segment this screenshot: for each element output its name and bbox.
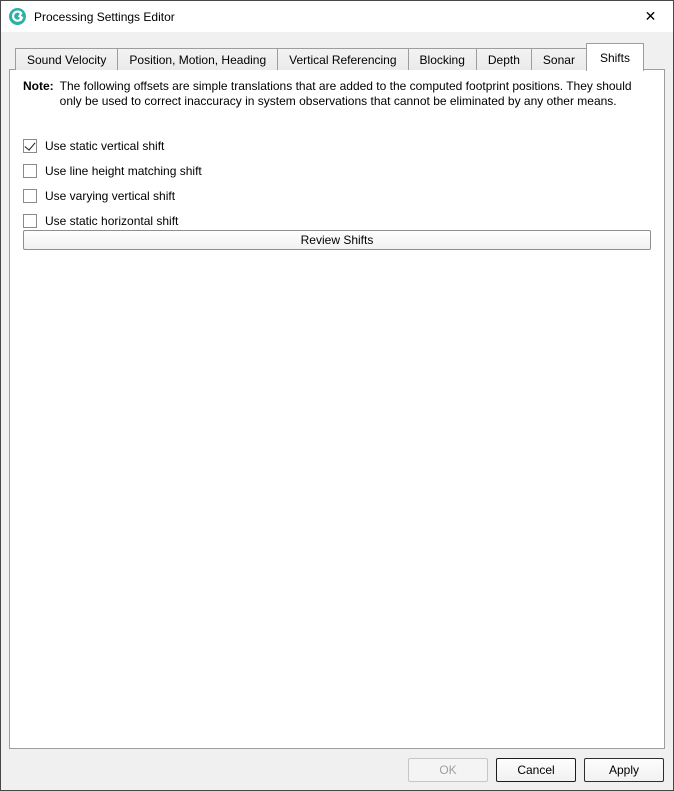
note-text: The following offsets are simple translations that are added to the computed footprint positions. They should only be used to correct inaccuracy in system observations that cannot be eliminated by any other means. (59, 79, 632, 108)
shifts-tab-panel (9, 69, 665, 749)
app-icon (9, 8, 26, 25)
checkbox-use-varying-vertical-shift[interactable] (23, 183, 664, 208)
checkbox-label: Use static horizontal shift (45, 213, 179, 228)
checkbox-use-static-vertical-shift[interactable] (23, 133, 664, 158)
dialog-footer (1, 749, 673, 790)
window-title: Processing Settings Editor (34, 9, 175, 24)
review-shifts-button[interactable]: Review Shifts (23, 230, 651, 250)
note-label: Note: (23, 79, 54, 93)
tab-shifts[interactable]: Shifts (586, 43, 644, 71)
tab-strip (15, 43, 643, 70)
tab-position-motion-heading[interactable]: Position, Motion, Heading (117, 48, 278, 70)
ok-button[interactable]: OK (408, 758, 488, 782)
checkbox-label: Use static vertical shift (45, 138, 165, 153)
checkbox-icon[interactable] (23, 214, 37, 228)
checkbox-icon[interactable] (23, 189, 37, 203)
note-block (23, 79, 652, 109)
checkbox-use-line-height-matching-shift[interactable] (23, 158, 664, 183)
close-icon[interactable]: ✕ (644, 8, 657, 24)
tab-depth[interactable]: Depth (476, 48, 532, 70)
checkbox-icon[interactable] (23, 164, 37, 178)
shift-options-group (23, 133, 664, 233)
checkbox-label: Use line height matching shift (45, 163, 202, 178)
checkbox-icon[interactable] (23, 139, 37, 153)
cancel-button[interactable]: Cancel (496, 758, 576, 782)
checkbox-label: Use varying vertical shift (45, 188, 176, 203)
tab-vertical-referencing[interactable]: Vertical Referencing (277, 48, 408, 70)
tab-sonar[interactable]: Sonar (531, 48, 587, 70)
apply-button[interactable]: Apply (584, 758, 664, 782)
tab-sound-velocity[interactable]: Sound Velocity (15, 48, 118, 70)
tab-blocking[interactable]: Blocking (408, 48, 477, 70)
title-bar (1, 1, 673, 32)
